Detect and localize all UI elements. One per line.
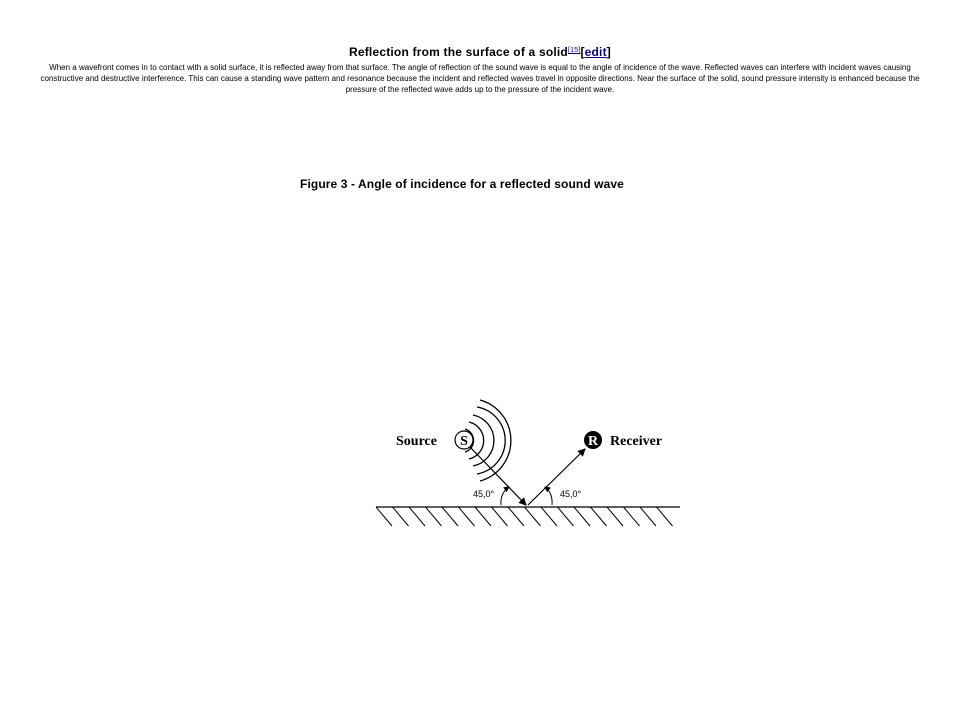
solid-surface xyxy=(376,507,680,526)
receiver-symbol xyxy=(584,431,602,449)
citation-anchor[interactable]: [15] xyxy=(567,47,581,54)
edit-link[interactable]: edit xyxy=(584,45,607,59)
surface-hatch-mark xyxy=(508,507,524,526)
section-heading xyxy=(40,44,920,60)
figure-caption: Figure 3 - Angle of incidence for a reflected sound wave xyxy=(300,177,624,191)
reflection-section xyxy=(40,44,920,95)
surface-hatch-mark xyxy=(442,507,458,526)
surface-hatch-mark xyxy=(640,507,656,526)
source-symbol xyxy=(455,431,473,449)
edit-bracket-open: [ xyxy=(580,45,585,59)
surface-hatch-mark xyxy=(459,507,475,526)
citation-link[interactable] xyxy=(568,47,580,54)
reflection-angle-label: 45,0° xyxy=(560,489,582,499)
source-label: Source xyxy=(396,434,437,449)
surface-hatch-mark xyxy=(426,507,442,526)
surface-hatch-mark xyxy=(574,507,590,526)
surface-hatch-mark xyxy=(525,507,541,526)
receiver-symbol-letter: R xyxy=(587,434,599,449)
receiver-label: Receiver xyxy=(610,434,663,449)
section-heading-text: Reflection from the surface of a solid xyxy=(348,45,568,59)
incidence-angle-arc xyxy=(501,487,509,505)
surface-hatch-mark xyxy=(475,507,491,526)
source-symbol-letter: S xyxy=(460,434,468,449)
reflection-diagram-svg xyxy=(370,393,690,533)
section-body: When a wavefront comes in to contact with a solid surface, it is reflected away from that surface. The angle of reflection of the sound wave is equal to the angle of incidence of the wave. Reflected waves can interfere with incident waves causing constructive and destructive interference. This can cause a standing wave pattern and resonance because the incident and reflected waves travel in opposite directions. Near the surface of the solid, sound pressure intensity is enhanced because the pressure of the reflected wave adds up to the pressure of the incident wave. xyxy=(40,63,920,94)
surface-hatch-mark xyxy=(591,507,607,526)
surface-hatch-mark xyxy=(393,507,409,526)
surface-hatch-mark xyxy=(607,507,623,526)
reflection-angle-arc xyxy=(545,487,552,505)
surface-hatch-mark xyxy=(409,507,425,526)
incidence-angle-label: 45,0° xyxy=(473,489,495,499)
surface-hatch-mark xyxy=(558,507,574,526)
surface-hatch-mark xyxy=(657,507,673,526)
surface-hatch-mark xyxy=(624,507,640,526)
edit-bracket-close: ] xyxy=(606,45,611,59)
surface-hatch-mark xyxy=(541,507,557,526)
surface-hatch-mark xyxy=(376,507,392,526)
reflection-diagram xyxy=(370,393,690,533)
surface-hatch-mark xyxy=(492,507,508,526)
